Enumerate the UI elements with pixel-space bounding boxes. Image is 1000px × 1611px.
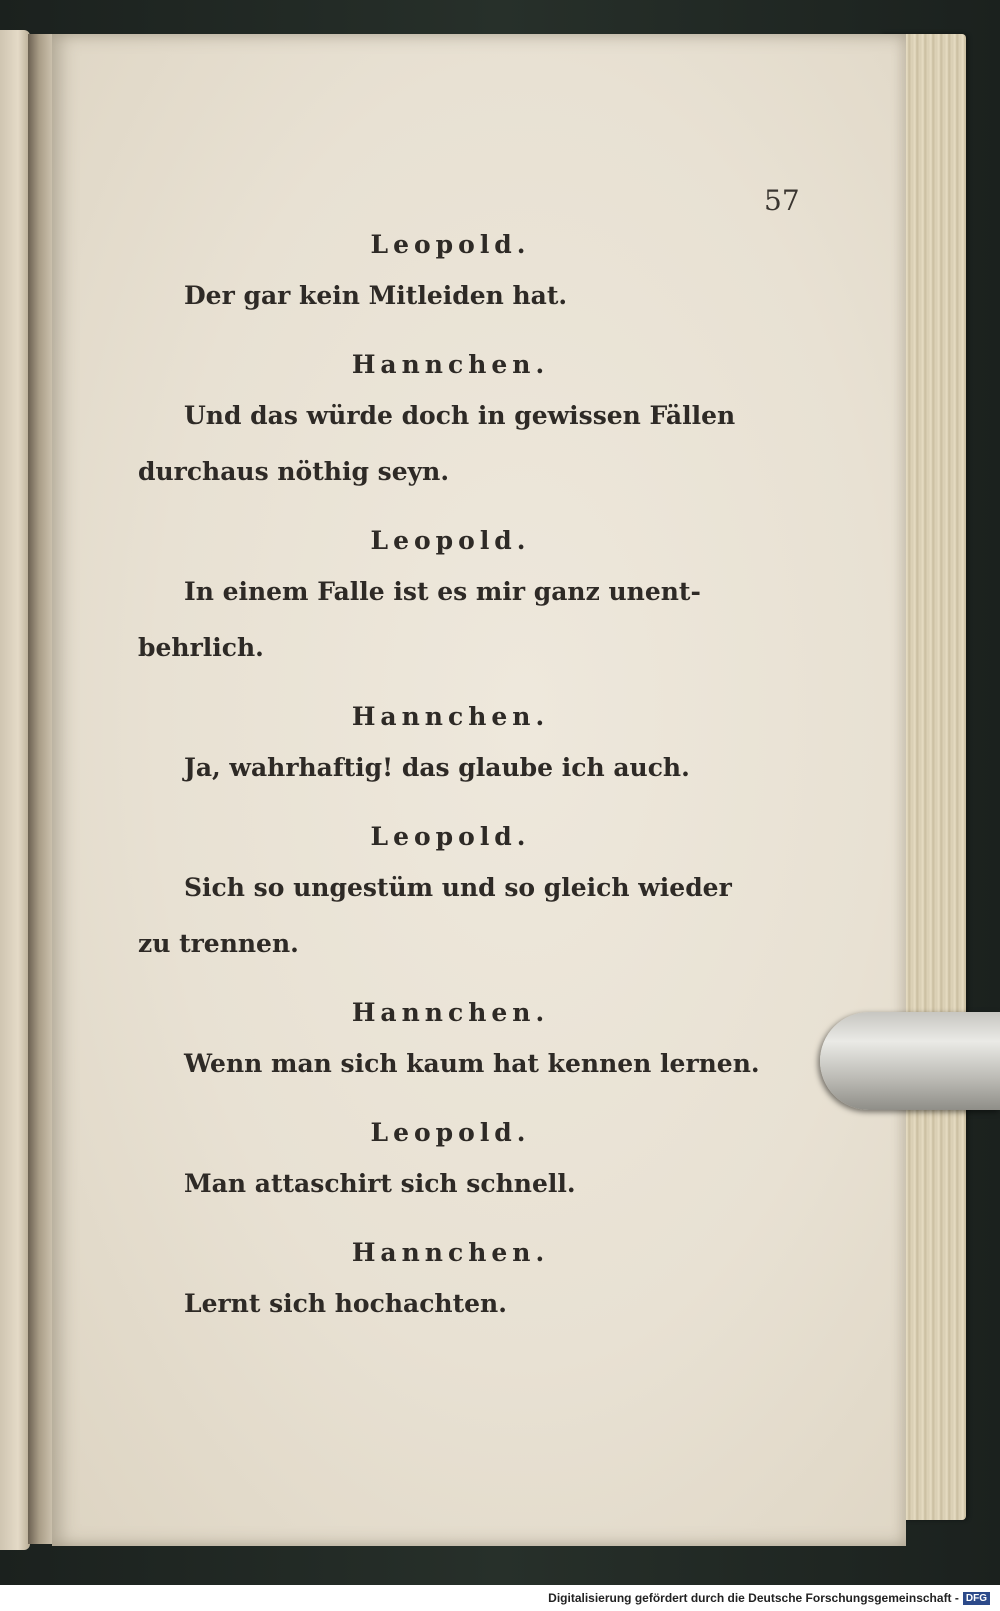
speaker-name: Hannchen. xyxy=(351,1238,550,1267)
speaker-name: Leopold. xyxy=(370,822,531,851)
speaker-name: Leopold. xyxy=(370,230,531,259)
dialogue-line: Lernt sich hochachten. xyxy=(184,1289,507,1318)
speaker-name: Leopold. xyxy=(370,526,531,555)
page-clip xyxy=(820,1012,1000,1110)
page-number: 57 xyxy=(764,184,800,217)
dialogue-text xyxy=(138,222,763,1332)
left-page-edge xyxy=(0,30,30,1550)
speaker-name: Leopold. xyxy=(370,1118,531,1147)
speaker-name: Hannchen. xyxy=(351,350,550,379)
speaker-name: Hannchen. xyxy=(351,998,550,1027)
dialogue-line: In einem Falle ist es mir ganz unent- xyxy=(184,577,701,606)
dfg-logo: DFG xyxy=(963,1592,990,1605)
speaker-name: Hannchen. xyxy=(351,702,550,731)
dialogue-line: Wenn man sich kaum hat kennen lernen. xyxy=(184,1049,760,1078)
dialogue-line: zu trennen. xyxy=(138,929,299,958)
dialogue-line: Und das würde doch in gewissen Fällen xyxy=(184,401,736,430)
dialogue-line: Sich so ungestüm und so gleich wieder xyxy=(184,873,732,902)
dialogue-line: durchaus nöthig seyn. xyxy=(138,457,450,486)
dialogue-line: behrlich. xyxy=(138,633,264,662)
credit-text: Digitalisierung gefördert durch die Deutsche Forschungsgemeinschaft - xyxy=(548,1591,959,1605)
dialogue-line: Ja, wahrhaftig! das glaube ich auch. xyxy=(184,753,690,782)
dialogue-line: Der gar kein Mitleiden hat. xyxy=(184,281,568,310)
digitization-credit xyxy=(544,1589,994,1607)
dialogue-line: Man attaschirt sich schnell. xyxy=(184,1169,576,1198)
